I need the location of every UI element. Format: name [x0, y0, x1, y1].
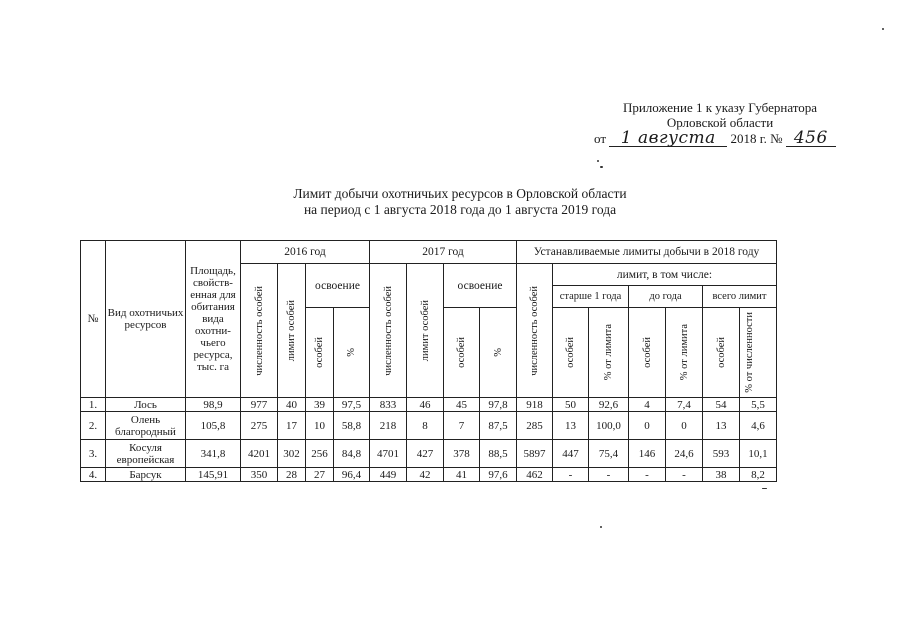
- table-row: [81, 398, 777, 412]
- cell-har16: 27: [306, 468, 334, 482]
- cell-species: Олень благородный: [106, 412, 186, 440]
- cell-lim17: 42: [407, 468, 444, 482]
- cell-old-pct: 100,0: [589, 412, 629, 440]
- cell-lim16: 17: [278, 412, 306, 440]
- cell-total-pct: 4,6: [740, 412, 777, 440]
- cell-num: 1.: [81, 398, 106, 412]
- header-young-pct: % от лимита: [666, 308, 703, 398]
- cell-area: 341,8: [186, 440, 241, 468]
- cell-pop18: 5897: [517, 440, 553, 468]
- header-harvest-percent-2016: %: [334, 308, 370, 398]
- cell-total-pct: 10,1: [740, 440, 777, 468]
- header-population-2016: численность особей: [241, 264, 278, 398]
- cell-old-pct: -: [589, 468, 629, 482]
- date-year: 2018 г. №: [730, 131, 783, 146]
- cell-young-pct: 7,4: [666, 398, 703, 412]
- scan-speck: [882, 28, 884, 30]
- title-line-1: Лимит добычи охотничьих ресурсов в Орловской области: [293, 186, 627, 201]
- cell-har17: 41: [444, 468, 480, 482]
- appendix-block: [560, 100, 880, 130]
- cell-pop17: 449: [370, 468, 407, 482]
- cell-total-n: 13: [703, 412, 740, 440]
- cell-pop17: 218: [370, 412, 407, 440]
- header-2016: 2016 год: [241, 241, 370, 264]
- cell-total-n: 38: [703, 468, 740, 482]
- cell-pct16: 96,4: [334, 468, 370, 482]
- cell-har16: 256: [306, 440, 334, 468]
- cell-har16: 10: [306, 412, 334, 440]
- header-harvest-individuals-2017: особей: [444, 308, 480, 398]
- cell-har16: 39: [306, 398, 334, 412]
- cell-pop17: 4701: [370, 440, 407, 468]
- scan-speck: [600, 166, 603, 168]
- cell-har17: 7: [444, 412, 480, 440]
- cell-lim16: 28: [278, 468, 306, 482]
- cell-pop16: 4201: [241, 440, 278, 468]
- scan-speck: [597, 160, 599, 162]
- header-limit-2016: лимит особей: [278, 264, 306, 398]
- header-harvest-2016: освоение: [306, 264, 370, 308]
- cell-lim16: 302: [278, 440, 306, 468]
- appendix-line-2: Орловской области: [666, 115, 774, 130]
- document-title: [200, 186, 720, 218]
- cell-lim17: 427: [407, 440, 444, 468]
- header-total-individuals: особей: [703, 308, 740, 398]
- header-harvest-individuals-2016: особей: [306, 308, 334, 398]
- cell-young-n: 0: [629, 412, 666, 440]
- header-harvest-2017: освоение: [444, 264, 517, 308]
- cell-total-n: 593: [703, 440, 740, 468]
- cell-area: 98,9: [186, 398, 241, 412]
- cell-young-pct: 0: [666, 412, 703, 440]
- limits-table: [80, 240, 777, 482]
- cell-lim16: 40: [278, 398, 306, 412]
- cell-species: Косуля европейская: [106, 440, 186, 468]
- cell-pop18: 285: [517, 412, 553, 440]
- header-older-individuals: особей: [553, 308, 589, 398]
- header-population-2018: численность особей: [517, 264, 553, 398]
- cell-har17: 45: [444, 398, 480, 412]
- header-2018-limits: Устанавливаемые лимиты добычи в 2018 году: [517, 241, 777, 264]
- header-area: Площадь, свойств-енная для обитания вида охотни-чьего ресурса, тыс. га: [186, 241, 241, 398]
- cell-total-pct: 5,5: [740, 398, 777, 412]
- cell-num: 4.: [81, 468, 106, 482]
- cell-total-pct: 8,2: [740, 468, 777, 482]
- table-row: [81, 440, 777, 468]
- scan-speck: [762, 488, 767, 489]
- cell-young-n: 146: [629, 440, 666, 468]
- cell-old-pct: 75,4: [589, 440, 629, 468]
- table-row: [81, 412, 777, 440]
- cell-pct17: 97,8: [480, 398, 517, 412]
- cell-pop18: 918: [517, 398, 553, 412]
- cell-old-n: 13: [553, 412, 589, 440]
- decree-date-line: [594, 128, 836, 148]
- cell-total-n: 54: [703, 398, 740, 412]
- cell-lim17: 46: [407, 398, 444, 412]
- cell-old-pct: 92,6: [589, 398, 629, 412]
- header-num: №: [81, 241, 106, 398]
- cell-species: Лось: [106, 398, 186, 412]
- header-older-1y: старше 1 года: [553, 286, 629, 308]
- header-young-individuals: особей: [629, 308, 666, 398]
- appendix-line-1: Приложение 1 к указу Губернатора: [622, 100, 818, 115]
- header-harvest-percent-2017: %: [480, 308, 517, 398]
- cell-har17: 378: [444, 440, 480, 468]
- header-under-1y: до года: [629, 286, 703, 308]
- cell-young-pct: 24,6: [666, 440, 703, 468]
- cell-pct16: 84,8: [334, 440, 370, 468]
- cell-pop17: 833: [370, 398, 407, 412]
- title-line-2: на период с 1 августа 2018 года до 1 августа 2019 года: [303, 202, 617, 217]
- handwritten-number: 456: [786, 131, 836, 147]
- header-limit-including: лимит, в том числе:: [553, 264, 777, 286]
- header-older-pct: % от лимита: [589, 308, 629, 398]
- cell-pop18: 462: [517, 468, 553, 482]
- cell-num: 2.: [81, 412, 106, 440]
- cell-pop16: 977: [241, 398, 278, 412]
- cell-old-n: 447: [553, 440, 589, 468]
- cell-pop16: 275: [241, 412, 278, 440]
- header-population-2017: численность особей: [370, 264, 407, 398]
- header-species: Вид охотничьих ресурсов: [106, 241, 186, 398]
- header-limit-2017: лимит особей: [407, 264, 444, 398]
- cell-area: 145,91: [186, 468, 241, 482]
- cell-young-n: 4: [629, 398, 666, 412]
- cell-young-pct: -: [666, 468, 703, 482]
- table-body: [81, 398, 777, 482]
- cell-pct16: 58,8: [334, 412, 370, 440]
- cell-pct17: 87,5: [480, 412, 517, 440]
- cell-area: 105,8: [186, 412, 241, 440]
- header-2017: 2017 год: [370, 241, 517, 264]
- date-prefix: от: [594, 131, 607, 146]
- cell-young-n: -: [629, 468, 666, 482]
- cell-pct17: 97,6: [480, 468, 517, 482]
- cell-pop16: 350: [241, 468, 278, 482]
- cell-species: Барсук: [106, 468, 186, 482]
- cell-pct17: 88,5: [480, 440, 517, 468]
- handwritten-date: 1 августа: [609, 131, 727, 147]
- scan-speck: [600, 526, 602, 528]
- cell-old-n: -: [553, 468, 589, 482]
- table-row: [81, 468, 777, 482]
- cell-old-n: 50: [553, 398, 589, 412]
- header-total-pct: % от численности: [740, 308, 777, 398]
- cell-num: 3.: [81, 440, 106, 468]
- cell-lim17: 8: [407, 412, 444, 440]
- cell-pct16: 97,5: [334, 398, 370, 412]
- header-total-limit: всего лимит: [703, 286, 777, 308]
